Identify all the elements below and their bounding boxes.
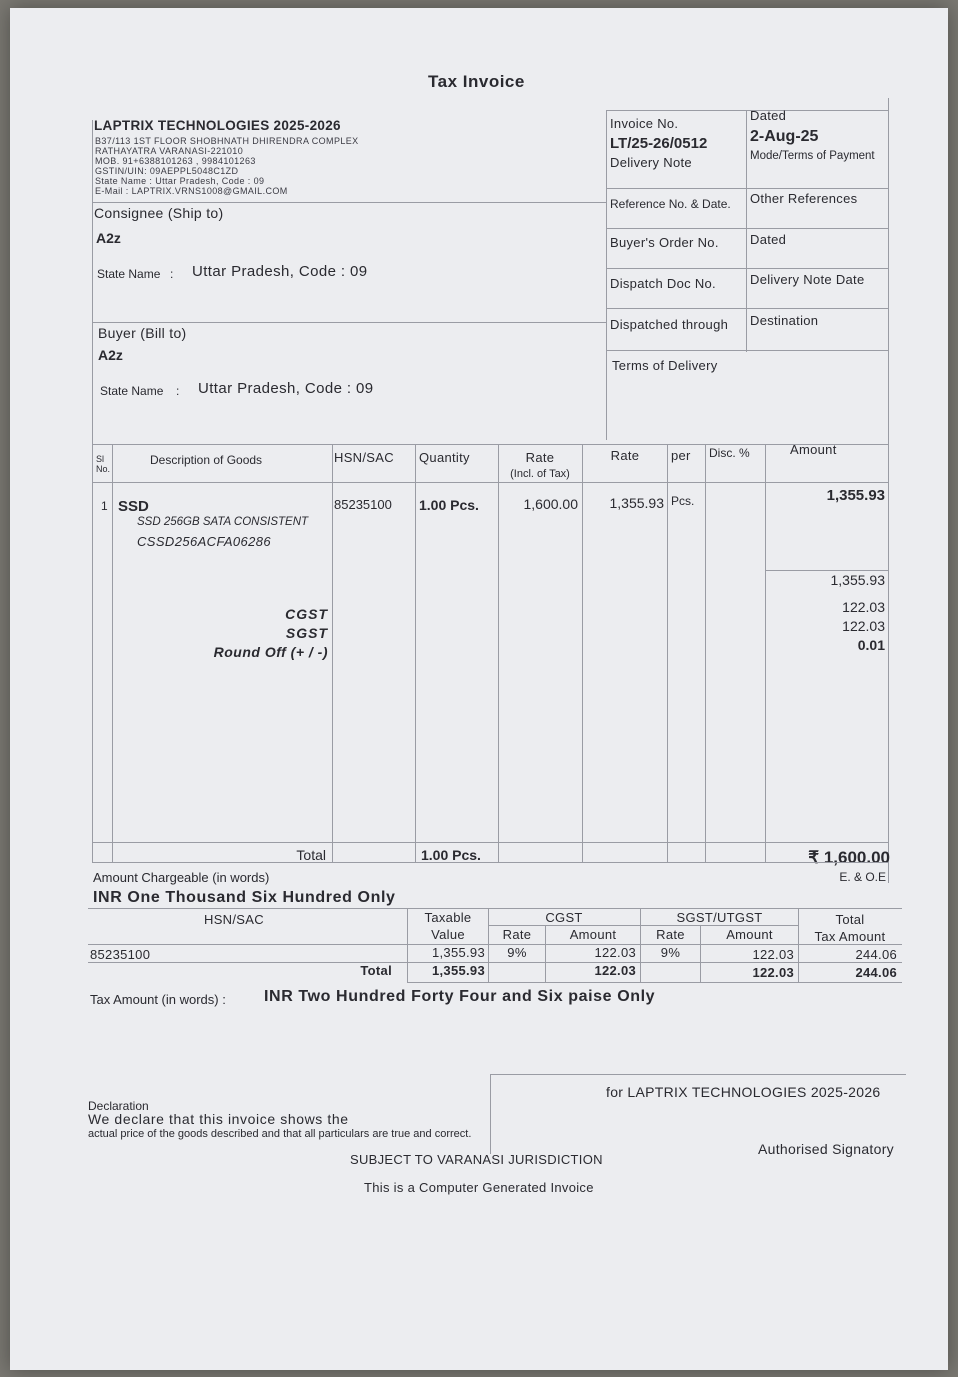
col-divider	[700, 925, 701, 982]
amount-words: INR One Thousand Six Hundred Only	[93, 889, 396, 906]
invoice-sheet	[10, 8, 948, 1370]
tax-header-hsn: HSN/SAC	[204, 912, 264, 927]
header-quantity: Quantity	[419, 450, 470, 465]
seller-phone: MOB. 91+6388101263 , 9984101263	[95, 156, 256, 166]
for-company: for LAPTRIX TECHNOLOGIES 2025-2026	[606, 1084, 881, 1100]
document-title: Tax Invoice	[428, 72, 525, 91]
divider	[606, 228, 888, 229]
buyer-label: Buyer (Bill to)	[98, 325, 187, 341]
frame-left	[92, 120, 93, 862]
consignee-state-value: Uttar Pradesh, Code : 09	[192, 263, 368, 280]
header-per: per	[671, 448, 691, 463]
tax-row-sgst-amount: 122.03	[752, 947, 794, 962]
table-header-line	[92, 482, 888, 483]
tax-words: INR Two Hundred Forty Four and Six paise Only	[264, 988, 656, 1005]
total-bottom-line	[92, 862, 888, 863]
header-rate: Rate	[610, 448, 640, 463]
seller-gstin: GSTIN/UIN: 09AEPPL5048C1ZD	[95, 166, 239, 176]
header-sl: Sl No.	[96, 454, 111, 474]
tax-subheader-line	[488, 925, 798, 926]
item-name: SSD	[118, 498, 149, 515]
header-rate-incl: Rate	[525, 450, 555, 465]
divider	[92, 202, 606, 203]
tax-header-sgst: SGST/UTGST	[676, 910, 763, 925]
item-serial: CSSD256ACFA06286	[137, 534, 272, 549]
tax-row-line	[88, 962, 902, 963]
dated-value: 2-Aug-25	[750, 128, 819, 145]
dated2-label: Dated	[750, 232, 787, 247]
col-divider	[545, 925, 546, 982]
divider	[606, 308, 888, 309]
declaration-text: actual price of the goods described and that all particulars are true and correct.	[88, 1128, 472, 1140]
tax-row-sgst-rate: 9%	[660, 945, 681, 960]
total-label: Total	[296, 847, 326, 863]
tax-header-sgst-amount: Amount	[726, 927, 773, 942]
header-description: Description of Goods	[150, 453, 263, 467]
item-rate-incl: 1,600.00	[523, 496, 578, 512]
item-hsn: 85235100	[334, 497, 392, 512]
dispatched-through-label: Dispatched through	[610, 317, 729, 332]
round-off-label: Round Off (+ / -)	[213, 644, 328, 660]
col-divider	[705, 444, 706, 862]
signature-box-left	[490, 1074, 491, 1154]
cgst-label: CGST	[285, 606, 328, 622]
total-amount: ₹ 1,600.00	[808, 848, 890, 867]
tax-row-cgst-rate: 9%	[507, 945, 527, 960]
col-divider	[112, 444, 113, 862]
col-divider	[332, 444, 333, 862]
amount-words-label: Amount Chargeable (in words)	[93, 870, 270, 885]
tax-row-taxable: 1,355.93	[431, 945, 485, 960]
item-rate: 1,355.93	[609, 495, 664, 511]
total-quantity: 1.00 Pcs.	[421, 847, 481, 863]
tax-header-total: Total	[835, 912, 865, 927]
col-divider	[488, 908, 489, 982]
tax-total-cgst: 122.03	[594, 963, 636, 978]
buyers-order-label: Buyer's Order No.	[610, 235, 719, 250]
header-disc: Disc. %	[709, 446, 750, 460]
delivery-note-label: Delivery Note	[610, 155, 692, 170]
seller-email: E-Mail : LAPTRIX.VRNS1008@GMAIL.COM	[95, 186, 288, 196]
tax-total-total: 244.06	[855, 965, 897, 980]
col-divider	[582, 444, 583, 862]
buyer-state-label: State Name	[100, 384, 164, 398]
colon: :	[176, 384, 180, 398]
tax-words-label: Tax Amount (in words) :	[90, 992, 226, 1007]
sgst-label: SGST	[285, 625, 328, 641]
cgst-amount: 122.03	[842, 599, 885, 615]
consignee-label: Consignee (Ship to)	[94, 205, 224, 221]
header-rate-incl-sub: (Incl. of Tax)	[510, 468, 570, 480]
tax-header-taxable: Taxable	[424, 910, 472, 925]
dispatch-doc-label: Dispatch Doc No.	[610, 276, 716, 291]
terms-delivery-label: Terms of Delivery	[612, 358, 718, 373]
total-line	[92, 842, 888, 843]
header-hsn: HSN/SAC	[334, 450, 394, 465]
col-divider	[667, 444, 668, 862]
item-quantity: 1.00 Pcs.	[419, 497, 479, 513]
col-divider	[415, 444, 416, 862]
consignee-state-label: State Name	[97, 267, 161, 281]
buyer-name: A2z	[98, 347, 123, 363]
tax-header-value: Value	[431, 927, 465, 942]
header-amount: Amount	[790, 442, 837, 457]
round-off-amount: 0.01	[857, 637, 885, 653]
header-divider	[606, 110, 607, 440]
item-description: SSD 256GB SATA CONSISTENT	[137, 516, 309, 528]
seller-address-line: B37/113 1ST FLOOR SHOBHNATH DHIRENDRA COMPLEX	[95, 136, 359, 146]
subtotal-line	[765, 570, 888, 571]
tax-header-total-amount: Tax Amount	[814, 929, 886, 944]
divider	[606, 350, 888, 351]
subtotal-amount: 1,355.93	[830, 572, 885, 588]
delivery-note-date-label: Delivery Note Date	[750, 272, 865, 287]
item-per: Pcs.	[671, 494, 695, 508]
buyer-state-value: Uttar Pradesh, Code : 09	[198, 380, 374, 397]
tax-total-label: Total	[360, 963, 392, 978]
seller-state: State Name : Uttar Pradesh, Code : 09	[95, 176, 265, 186]
tax-total-taxable: 1,355.93	[431, 963, 485, 978]
destination-label: Destination	[750, 313, 819, 328]
colon: :	[170, 267, 174, 281]
divider	[92, 322, 606, 323]
dated-label: Dated	[750, 108, 787, 123]
mode-terms-label: Mode/Terms of Payment	[750, 150, 875, 162]
invoice-no-value: LT/25-26/0512	[610, 135, 708, 152]
authorised-signatory: Authorised Signatory	[758, 1141, 894, 1157]
tax-row-hsn: 85235100	[90, 947, 151, 962]
item-amount: 1,355.93	[826, 487, 885, 504]
eoe-label: E. & O.E	[839, 870, 886, 884]
frame-right	[888, 98, 889, 883]
tax-row-total: 244.06	[855, 947, 897, 962]
computer-generated: This is a Computer Generated Invoice	[364, 1180, 594, 1195]
consignee-name: A2z	[96, 230, 121, 246]
tax-row-cgst-amount: 122.03	[594, 945, 636, 960]
other-refs-label: Other References	[750, 191, 858, 206]
tax-table-bottom	[407, 982, 902, 983]
meta-top-line	[606, 110, 888, 111]
signature-box-top	[490, 1074, 906, 1075]
seller-name: LAPTRIX TECHNOLOGIES 2025-2026	[94, 118, 341, 133]
tax-header-sgst-rate: Rate	[656, 927, 685, 942]
col-divider	[765, 444, 766, 862]
declaration-text: We declare that this invoice shows the	[88, 1111, 349, 1127]
divider	[606, 188, 888, 189]
tax-header-cgst: CGST	[545, 910, 583, 925]
invoice-no-label: Invoice No.	[610, 116, 679, 131]
tax-total-sgst: 122.03	[752, 965, 794, 980]
tax-header-cgst-amount: Amount	[569, 927, 617, 942]
reference-label: Reference No. & Date.	[610, 197, 731, 211]
col-divider	[640, 908, 641, 982]
sgst-amount: 122.03	[842, 618, 885, 634]
jurisdiction: SUBJECT TO VARANASI JURISDICTION	[350, 1152, 603, 1167]
tax-table-top	[88, 908, 902, 909]
item-sl: 1	[101, 499, 108, 513]
col-divider	[498, 444, 499, 862]
divider	[606, 268, 888, 269]
table-top-line	[92, 444, 888, 445]
declaration-label: Declaration	[88, 1099, 149, 1113]
col-divider	[798, 908, 799, 982]
tax-header-cgst-rate: Rate	[502, 927, 532, 942]
meta-col-divider	[746, 110, 747, 352]
seller-address-line: RATHAYATRA VARANASI-221010	[95, 146, 244, 156]
